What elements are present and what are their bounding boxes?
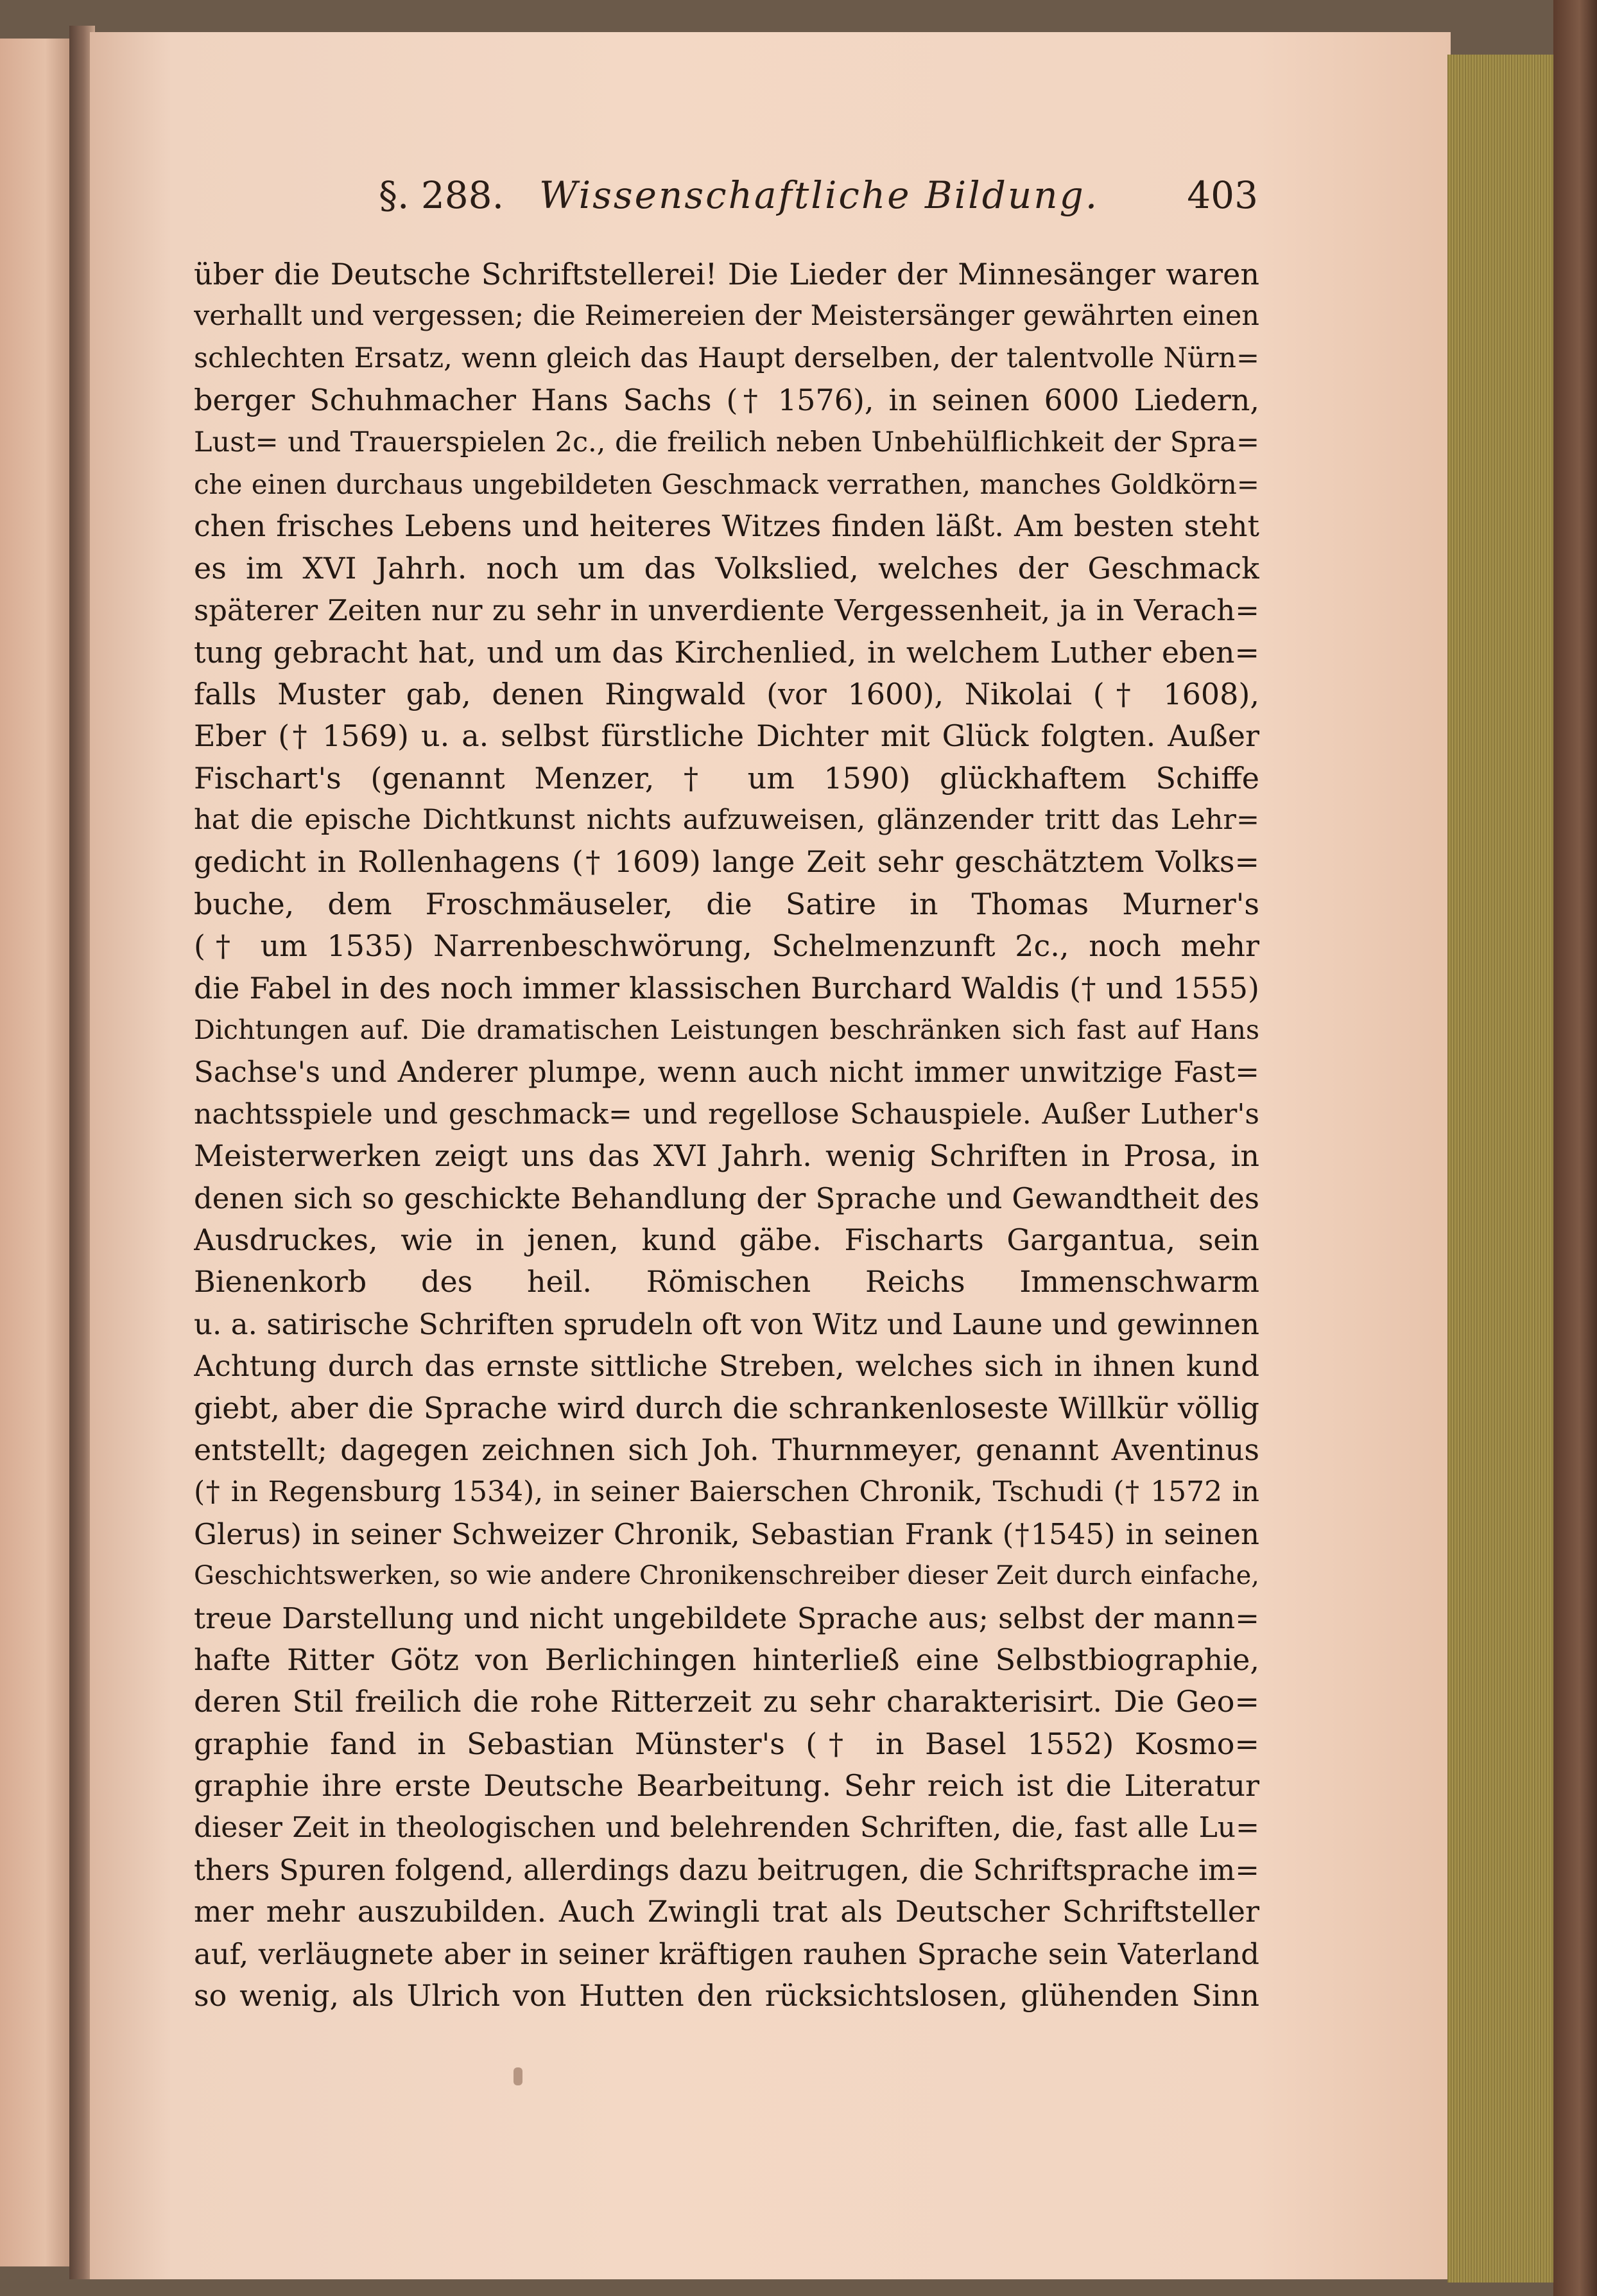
text-line: dieser Zeit in theologischen und belehrenden Schriften, die, fast alle Lu= [194,1811,1259,1845]
text-line: Dichtungen auf. Die dramatischen Leistungen beschränken sich fast auf Hans [194,1014,1259,1046]
text-line: nachtsspiele und geschmack= und regellose Schauspiele. Außer Luther's [194,1097,1259,1131]
text-line: verhallt und vergessen; die Reimereien der Meistersänger gewährten einen [194,300,1259,333]
section-number: §. 288. [379,173,505,217]
text-line: hafte Ritter Götz von Berlichingen hinterließ eine Selbstbiographie, [194,1642,1259,1677]
text-line: deren Stil freilich die rohe Ritterzeit zu sehr charakterisirt. Die Geo= [194,1684,1259,1719]
text-line: graphie ihre erste Deutsche Bearbeitung. Sehr reich ist die Literatur [194,1768,1259,1804]
text-line: giebt, aber die Sprache wird durch die schrankenloseste Willkür völlig [194,1390,1259,1425]
text-line: hat die epische Dichtkunst nichts aufzuweisen, glänzender tritt das Lehr= [194,804,1259,837]
text-line: u. a. satirische Schriften sprudeln oft von Witz und Laune und gewinnen [194,1307,1259,1341]
text-line: über die Deutsche Schriftstellerei! Die Lieder der Minnesänger waren [194,257,1259,291]
text-line: so wenig, als Ulrich von Hutten den rücksichtslosen, glühenden Sinn [194,1978,1259,2013]
text-line: berger Schuhmacher Hans Sachs († 1576), in seinen 6000 Liedern, [194,383,1259,418]
text-line: falls Muster gab, denen Ringwald (vor 1600), Nikolai († 1608), [194,676,1259,711]
text-line: Ausdruckes, wie in jenen, kund gäbe. Fischarts Gargantua, sein [194,1222,1259,1257]
text-line: thers Spuren folgend, allerdings dazu beitrugen, die Schriftsprache im= [194,1852,1259,1887]
text-line: che einen durchaus ungebildeten Geschmack verrathen, manches Goldkörn= [194,468,1259,500]
page-block-edge [1447,55,1557,2283]
ink-smudge [514,2067,522,2085]
text-line: mer mehr auszubilden. Auch Zwingli trat als Deutscher Schriftsteller [194,1894,1259,1929]
page-number: 403 [1187,173,1258,217]
text-line: buche, dem Froschmäuseler, die Satire in Thomas Murner's [194,886,1259,921]
text-line: chen frisches Lebens und heiteres Witzes finden läßt. Am besten steht [194,509,1259,544]
text-line: Lust= und Trauerspielen 2c., die freilich neben Unbehülflichkeit der Spra= [194,426,1259,458]
text-line: die Fabel in des noch immer klassischen Burchard Waldis († und 1555) [194,970,1259,1005]
text-line: Fischart's (genannt Menzer, † um 1590) glückhaftem Schiffe [194,760,1259,796]
text-line: Glerus) in seiner Schweizer Chronik, Sebastian Frank (†1545) in seinen [194,1517,1259,1551]
text-line: es im XVI Jahrh. noch um das Volkslied, welches der Geschmack [194,550,1259,586]
text-line: graphie fand in Sebastian Münster's († in Basel 1552) Kosmo= [194,1726,1259,1761]
text-line: Bienenkorb des heil. Römischen Reichs Immenschwarm [194,1264,1259,1300]
text-line: denen sich so geschickte Behandlung der Sprache und Gewandtheit des [194,1181,1259,1215]
text-line: Eber († 1569) u. a. selbst fürstliche Dichter mit Glück folgten. Außer [194,718,1259,754]
body-text [194,254,1259,2017]
text-line: späterer Zeiten nur zu sehr in unverdiente Vergessenheit, ja in Verach= [194,593,1259,628]
text-line: († um 1535) Narrenbeschwörung, Schelmenzunft 2c., noch mehr [194,928,1259,964]
section-title: Wissenschaftliche Bildung. [539,173,1100,217]
text-line: treue Darstellung und nicht ungebildete Sprache aus; selbst der mann= [194,1601,1259,1635]
running-header [379,173,1258,225]
text-line: auf, verläugnete aber in seiner kräftigen rauhen Sprache sein Vaterland [194,1936,1259,1971]
left-page-edge [0,39,76,2266]
text-line: Geschichtswerken, so wie andere Chronikenschreiber dieser Zeit durch einfache, [194,1561,1259,1591]
book-cover [1553,0,1597,2296]
text-line: schlechten Ersatz, wenn gleich das Haupt derselben, der talentvolle Nürn= [194,342,1259,374]
text-line: Sachse's und Anderer plumpe, wenn auch nicht immer unwitzige Fast= [194,1055,1259,1090]
text-line: Meisterwerken zeigt uns das XVI Jahrh. wenig Schriften in Prosa, in [194,1138,1259,1174]
text-line: Achtung durch das ernste sittliche Streben, welches sich in ihnen kund [194,1349,1259,1384]
text-line: tung gebracht hat, und um das Kirchenlied, in welchem Luther eben= [194,634,1259,670]
text-line: gedicht in Rollenhagens († 1609) lange Zeit sehr geschätztem Volks= [194,844,1259,880]
text-line: († in Regensburg 1534), in seiner Baierschen Chronik, Tschudi († 1572 in [194,1475,1259,1509]
text-line: entstellt; dagegen zeichnen sich Joh. Thurnmeyer, genannt Aventinus [194,1432,1259,1467]
